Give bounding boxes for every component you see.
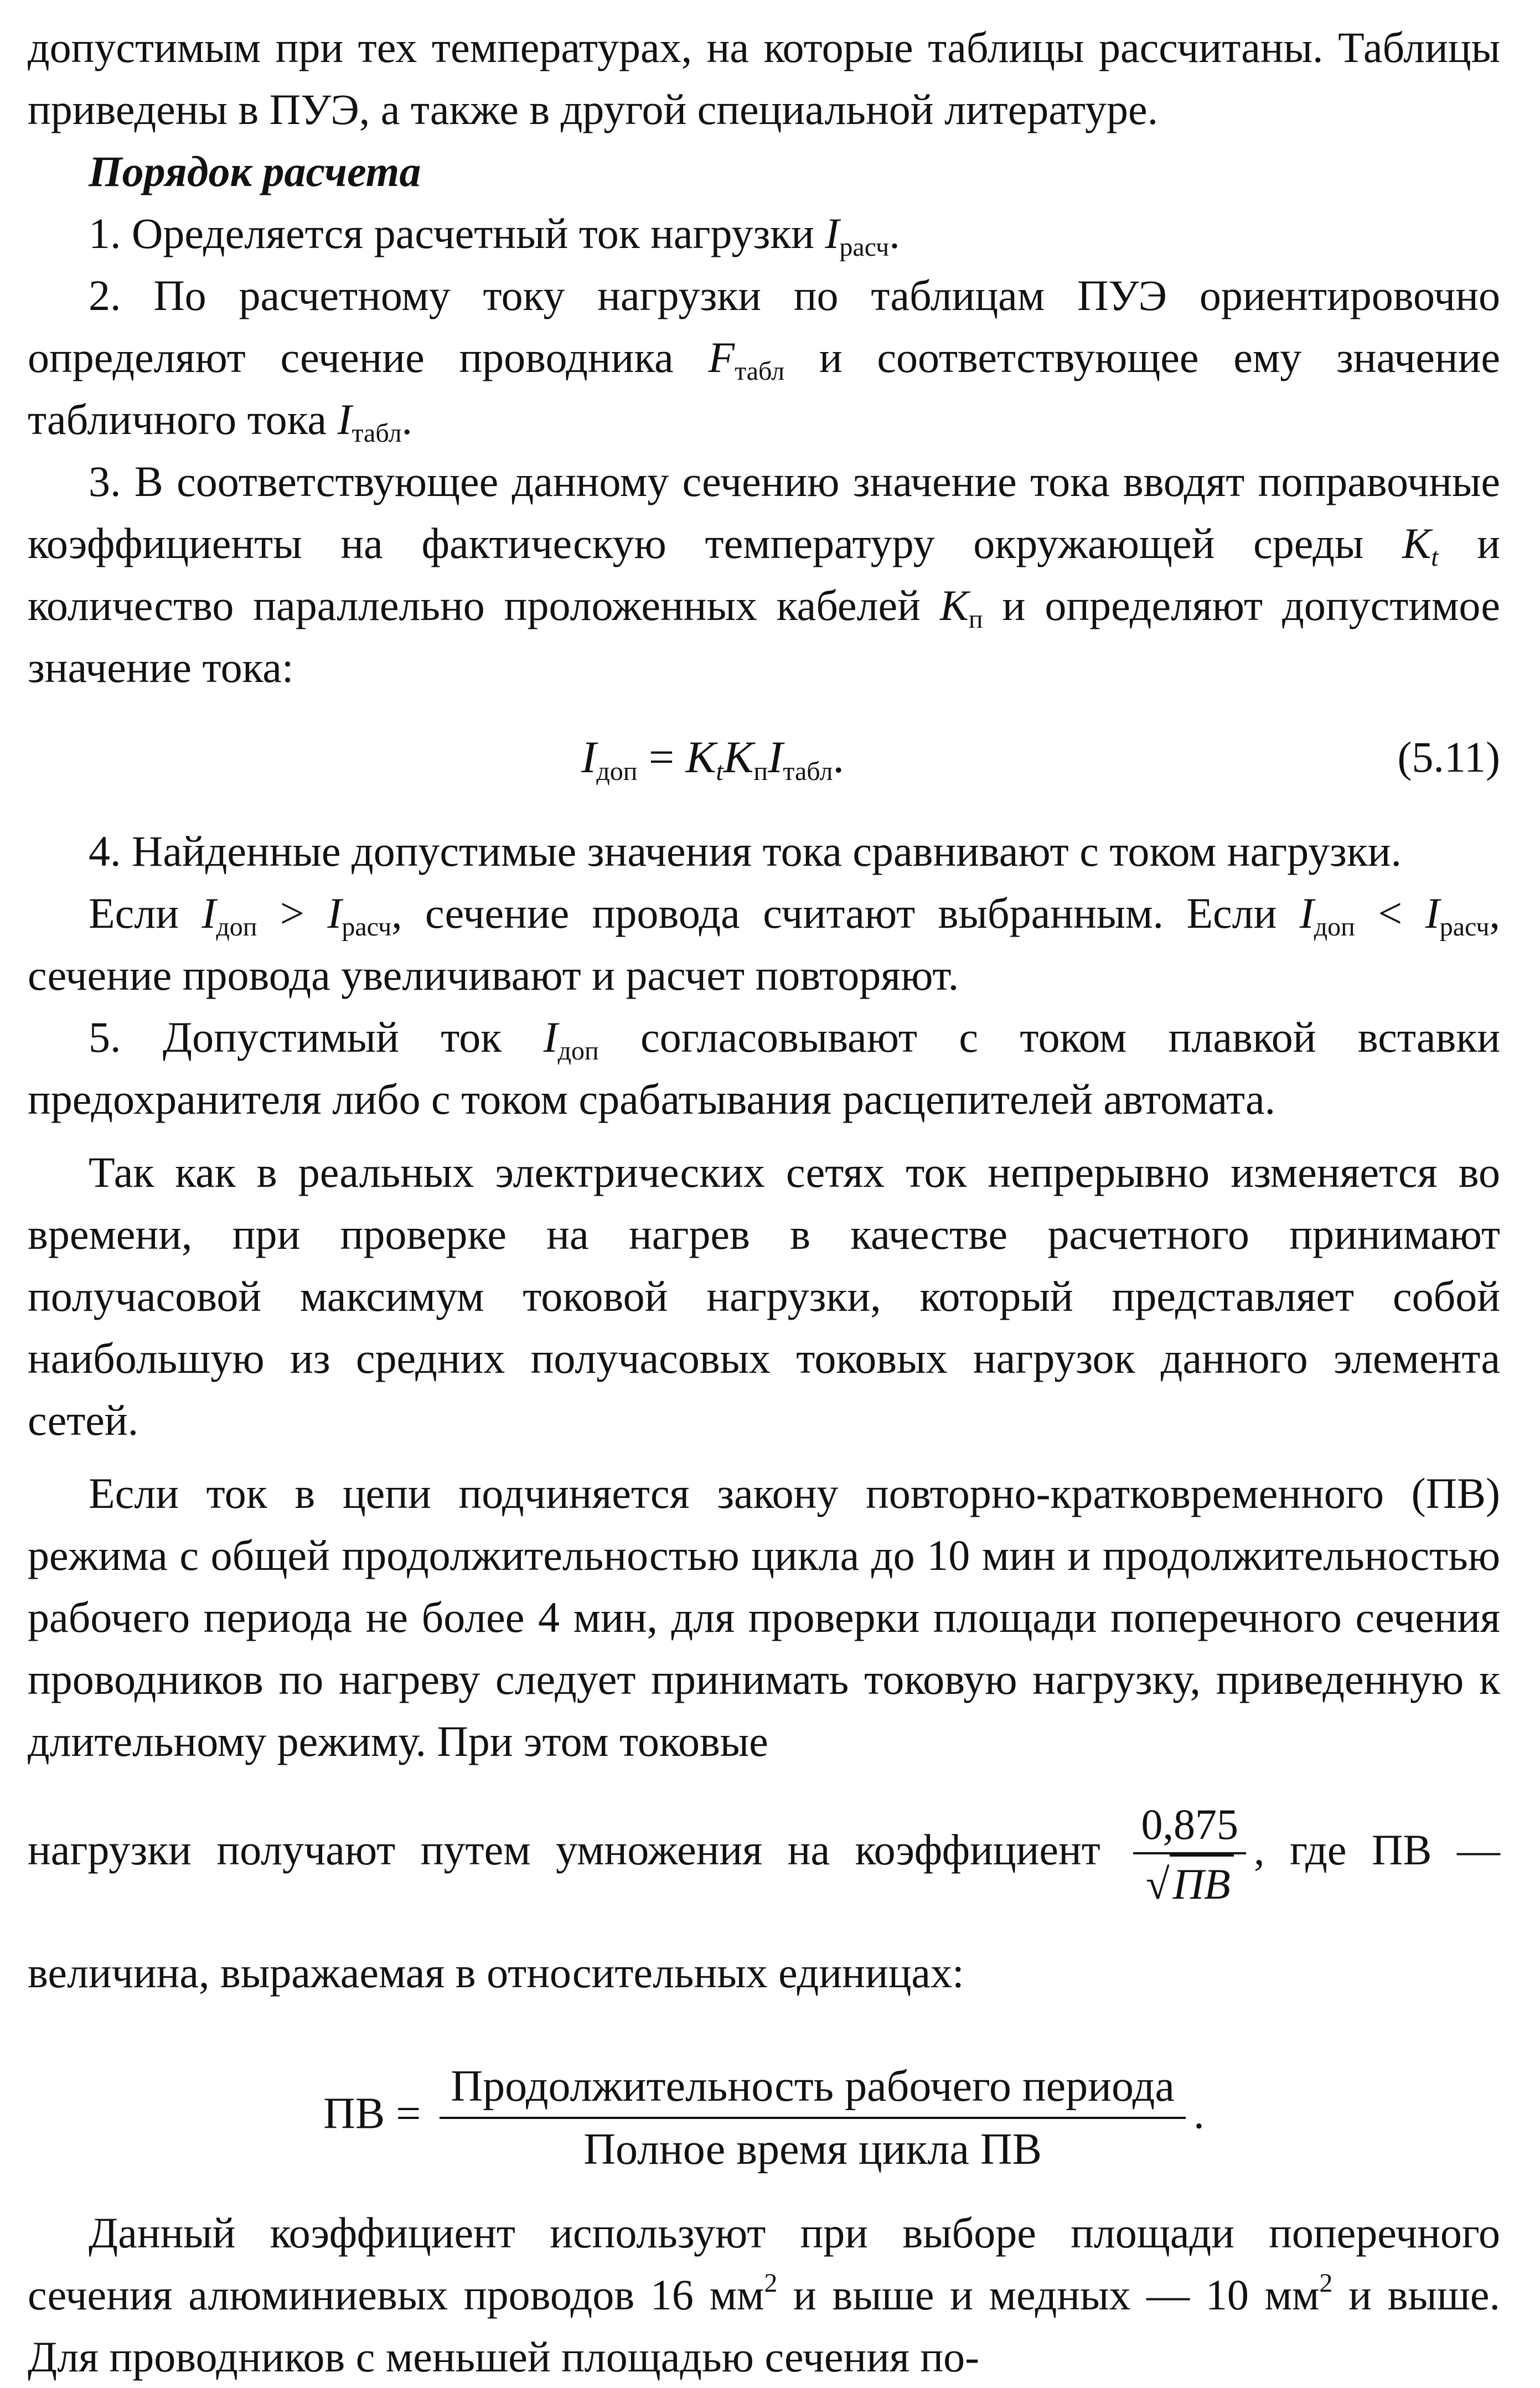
condition-paragraph: Если $I_{доп} > I_{расч}$, сечение провода считают выбранным. Если $I_{доп} < I_{расч}$, сечение провода увеличивают и расчет повторяют.	[28, 889, 1500, 999]
step-4: 4. Найденные допустимые значения тока сравнивают с током нагрузки.	[89, 827, 1402, 875]
step-1: 1. Оределяется расчетный ток нагрузки $I_{расч}$.	[89, 209, 900, 262]
coefficient-paragraph: нагрузки получают путем умножения на коэффициент $\frac{0,875}{√ПВ}$ , где ПВ — величина, выражаемая в относительных единицах:	[28, 1789, 1500, 2034]
real-networks-paragraph: Так как в реальных электрических сетях ток непрерывно изменяется во времени, при проверке на нагрев в качестве расчетного принимают получасовой максимум токовой нагрузки, который представляет собой наибольшую из средних получасовых токовых нагрузок данного элемента сетей.	[28, 1148, 1500, 1444]
formula-5-11	[28, 715, 1500, 798]
section-heading: Порядок расчета	[89, 147, 421, 195]
step-5: 5. Допустимый ток $I_{доп}$ согласовывают с током плавкой вставки предохранителя либо с током срабатывания расцепителей автомата.	[28, 1013, 1501, 1123]
document-page	[28, 17, 1500, 2388]
pv-formula: ПВ = $\frac{\text{Продолжительность рабочего периода}}{\text{Полное время цикла ПВ}}$ .	[28, 2056, 1500, 2180]
pv-mode-paragraph: Если ток в цепи подчиняется закону повторно-кратковременного (ПВ) режима с общей продолжительностью цикла до 10 мин и продолжительностью рабочего периода не более 4 мин, для проверки площади поперечного сечения проводников по нагреву следует принимать токовую нагрузку, приведенную к длительному режиму. При этом токовые	[28, 1469, 1500, 1765]
symbol-k: K	[939, 581, 969, 629]
intro-paragraph: допустимым при тех температурах, на которые таблицы рассчитаны. Таблицы приведены в ПУЭ, а также в другой специальной литературе.	[28, 23, 1500, 133]
step-2: 2. По расчетному току нагрузки по таблицам ПУЭ ориентировочно определяют сечение проводника $F_{табл}$ и соответствующее ему значение табличного тока $I_{табл}$.	[28, 271, 1500, 448]
symbol-i: I	[543, 1013, 558, 1061]
coefficient-fraction: $\frac{0,875}{√ПВ}$	[1133, 1797, 1246, 1912]
symbol-k: K	[1402, 519, 1432, 567]
symbol-f: F	[708, 333, 735, 381]
symbol-i: I	[337, 395, 352, 443]
formula-expression: $I_{доп} = K_tK_пI_{табл}$.	[581, 732, 844, 786]
last-paragraph: Данный коэффициент используют при выборе площади поперечного сечения алюминиевых проводов 16 $мм^2$ и выше и медных — 10 $мм^2$ и выше. Для проводников с меньшей площадью сечения по-	[28, 2209, 1500, 2381]
symbol-i: I	[825, 209, 840, 257]
pv-fraction: $\frac{\text{Продолжительность рабочего периода}}{\text{Полное время цикла ПВ}}$	[440, 2056, 1186, 2180]
formula-number: (5.11)	[1397, 733, 1500, 781]
step-3: 3. В соответствующее данному сечению значение тока вводят поправочные коэффициенты на фактическую температуру окружающей среды $K_t$ и количество параллельно проложенных кабелей $K_п$ и определяют допустимое значение тока:	[28, 457, 1500, 691]
